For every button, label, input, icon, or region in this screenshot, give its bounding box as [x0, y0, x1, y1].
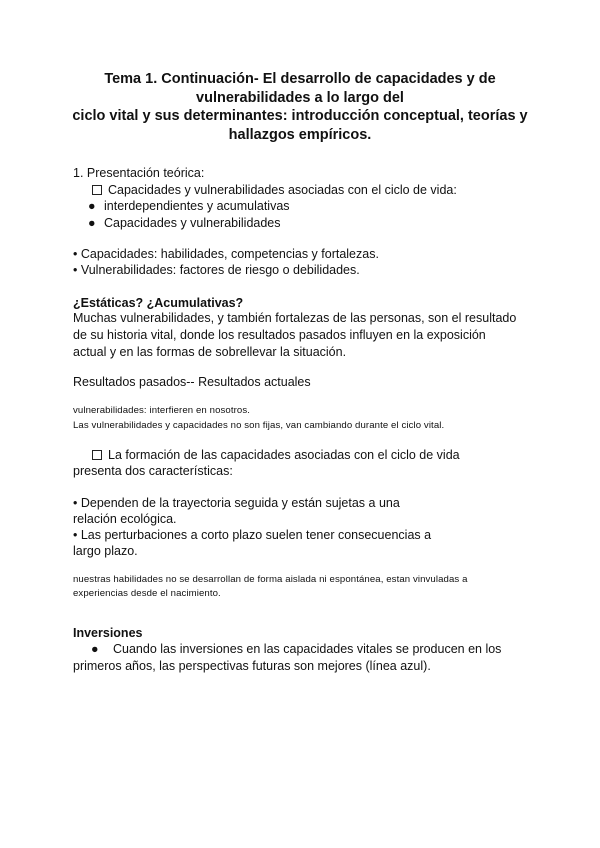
section-heading-estaticas: ¿Estáticas? ¿Acumulativas? — [73, 296, 244, 310]
paragraph-line: • Las perturbaciones a corto plazo suelen tener consecuencias a — [73, 528, 432, 542]
paragraph-line: de su historia vital, donde los resultados pasados influyen en la exposición — [73, 328, 486, 342]
paragraph-line: presenta dos características: — [73, 464, 233, 478]
checkbox-icon — [92, 185, 102, 195]
checkbox-item-text: La formación de las capacidades asociadas con el ciclo de vida — [108, 448, 460, 462]
bullet-icon: ● — [91, 642, 99, 656]
checkbox-list-item — [92, 447, 460, 464]
note-line: Las vulnerabilidades y capacidades no son fijas, van cambiando durante el ciclo vital. — [73, 420, 445, 431]
note-line: experiencias desde el nacimiento. — [73, 588, 221, 599]
bullet-item — [88, 215, 281, 232]
section-heading-inversiones: Inversiones — [73, 626, 143, 640]
checkbox-list-item — [92, 182, 457, 199]
bullet-item — [88, 198, 290, 215]
paragraph-line: actual y en las formas de sobrellevar la situación. — [73, 345, 347, 359]
paragraph-line: • Dependen de la trayectoria seguida y están sujetas a una — [73, 496, 400, 510]
checkbox-item-text: Capacidades y vulnerabilidades asociadas con el ciclo de vida: — [108, 183, 457, 197]
title-line-2: vulnerabilidades a lo largo del — [196, 89, 404, 106]
bullet-icon: ● — [88, 199, 96, 213]
bullet-icon: ● — [88, 216, 96, 230]
bullet-item-text: Cuando las inversiones en las capacidades vitales se producen en los — [113, 642, 502, 656]
title-line-4: hallazgos empíricos. — [228, 126, 372, 143]
note-line: nuestras habilidades no se desarrollan de forma aislada ni espontánea, estan vinvuladas a — [73, 574, 468, 585]
title-line-3: ciclo vital y sus determinantes: introducción conceptual, teorías y — [72, 108, 528, 124]
document-title — [60, 70, 540, 144]
checkbox-icon — [92, 450, 102, 460]
bullet-item-text: Capacidades y vulnerabilidades — [104, 216, 281, 230]
paragraph-line: relación ecológica. — [73, 512, 177, 526]
note-line: vulnerabilidades: interfieren en nosotros. — [73, 405, 250, 416]
paragraph-line: primeros años, las perspectivas futuras son mejores (línea azul). — [73, 659, 431, 673]
bullet-item — [91, 641, 501, 658]
paragraph-line: Muchas vulnerabilidades, y también fortalezas de las personas, son el resultado — [73, 311, 517, 325]
definition-capacidades: • Capacidades: habilidades, competencias y fortalezas. — [73, 247, 379, 261]
title-line-1: Tema 1. Continuación- El desarrollo de capacidades y de — [104, 71, 496, 87]
section-heading-presentacion: 1. Presentación teórica: — [73, 166, 205, 180]
resultados-line: Resultados pasados-- Resultados actuales — [73, 375, 311, 389]
bullet-item-text: interdependientes y acumulativas — [104, 199, 290, 213]
paragraph-line: largo plazo. — [73, 544, 138, 558]
definition-vulnerabilidades: • Vulnerabilidades: factores de riesgo o debilidades. — [73, 263, 360, 277]
